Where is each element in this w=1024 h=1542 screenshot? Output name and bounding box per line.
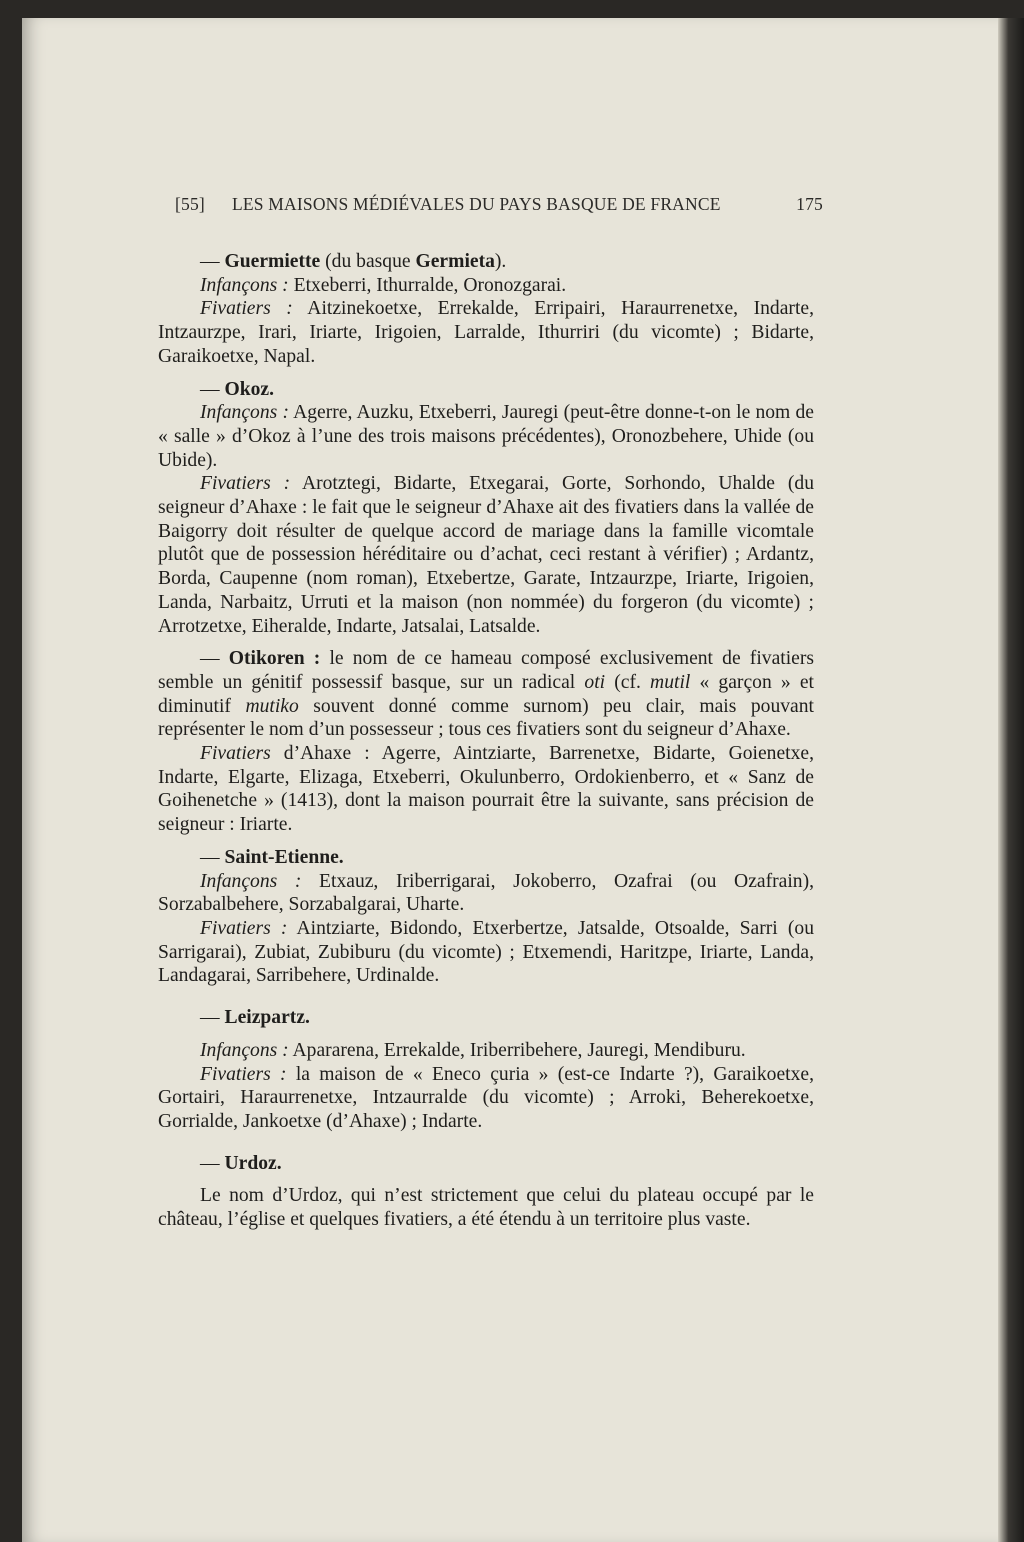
page-body-text — [158, 250, 814, 1232]
text-run: — — [200, 1152, 225, 1174]
paragraph — [158, 472, 814, 638]
running-header — [175, 194, 823, 215]
place-name: Saint-Etienne. — [224, 846, 344, 868]
text-run: le nom de ce hameau composé exclusivement de fivatiers semble un génitif possessif basque, sur un radical — [158, 648, 815, 693]
text-run: « garçon » et diminutif — [158, 671, 814, 717]
paragraph — [158, 401, 814, 472]
italic-term: Infançons : — [200, 870, 302, 892]
running-title: LES MAISONS MÉDIÉVALES DU PAYS BASQUE DE FRANCE — [232, 194, 721, 214]
place-name: Urdoz. — [224, 1152, 282, 1174]
place-name: Germieta — [415, 251, 495, 272]
paragraph — [158, 274, 814, 298]
paragraph — [158, 297, 814, 368]
italic-term: Fivatiers : — [200, 473, 291, 495]
italic-term: mutil — [650, 671, 691, 693]
italic-term: Fivatiers : — [200, 1063, 287, 1085]
italic-term: Fivatiers : — [200, 298, 293, 320]
paragraph — [158, 870, 814, 917]
place-name: Guermiette — [224, 251, 321, 272]
paragraph — [158, 1063, 814, 1134]
text-run: Aitzinekoetxe, Errekalde, Erripairi, Haraurrenetxe, Indarte, Intzaurzpe, Irari, Iriarte, Irigoien, Larralde, Ithurriri (du vicomte) ; Bidarte, Garaikoetxe, Napal. — [158, 298, 814, 367]
text-run: ). — [494, 251, 507, 272]
text-run: Arotztegi, Bidarte, Etxegarai, Gorte, Sorhondo, Uhalde (du seigneur d’Ahaxe : le fait que le seigneur d’Ahaxe ait des fivatiers dans la vallée de Baigorry doit résulter de quelque accord de mariage dans la famille vicomtale plutôt que de possession héréditaire ou d’achat, ceci restant à vérifier) ; Ardantz, Borda, Caupenne (nom roman), Etxebertze, Garate, Intzaurzpe, Iriarte, Irigoien, Landa, Narbaitz, Urruti et la maison (non nommée) du forgeron (du vicomte) ; Arrotzetxe, Eiheralde, Indarte, Jatsalai, Latsalde. — [158, 473, 814, 637]
paragraph — [158, 917, 814, 988]
text-run: souvent donné comme surnom) peu clair, mais pouvant représenter le nom d’un possesseur ; tous ces fivatiers sont du seigneur d’Ahaxe. — [158, 695, 814, 741]
text-run: Aintziarte, Bidondo, Etxerbertze, Jatsalde, Otsoalde, Sarri (ou Sarrigarai), Zubiat, Zubiburu (du vicomte) ; Etxemendi, Haritzpe, Iriarte, Landa, Landagarai, Sarribehere, Urdinalde. — [158, 917, 814, 987]
italic-term: Infançons : — [200, 1039, 289, 1061]
place-name: Okoz. — [224, 378, 275, 400]
page-number: 175 — [796, 194, 823, 214]
text-run: — — [200, 648, 229, 670]
text-run: — — [200, 378, 225, 400]
place-name: Otikoren : — [228, 648, 321, 670]
text-run: — — [200, 846, 225, 868]
text-run: — — [200, 1007, 225, 1029]
text-run: Le nom d’Urdoz, qui n’est strictement que celui du plateau occupé par le château, l’église et quelques fivatiers, a été étendu à un territoire plus vaste. — [158, 1185, 814, 1231]
text-run: (cf. — [605, 671, 651, 693]
italic-term: Infançons : — [200, 274, 289, 296]
italic-term: oti — [584, 671, 606, 693]
page-edge — [998, 18, 1024, 1542]
paragraph — [158, 1039, 814, 1063]
section-heading-paragraph — [158, 1006, 814, 1030]
text-run: la maison de « Eneco çuria » (est-ce Indarte ?), Garaikoetxe, Gortairi, Haraurrenetxe, Intzaurralde (du vicomte) ; Arroki, Beherekoetxe, Gorrialde, Jankoetxe (d’Ahaxe) ; Indarte. — [158, 1063, 814, 1132]
italic-term: mutiko — [245, 695, 299, 717]
text-run: Etxauz, Iriberrigarai, Jokoberro, Ozafrai (ou Ozafrain), Sorzabalbehere, Sorzabalgarai, Uharte. — [158, 870, 814, 916]
section-heading-paragraph — [158, 378, 814, 402]
italic-term: Infançons : — [200, 402, 289, 424]
section-heading-paragraph — [158, 846, 814, 870]
text-run: Etxeberri, Ithurralde, Oronozgarai. — [288, 274, 567, 296]
text-run: Apararena, Errekalde, Iriberribehere, Jauregi, Mendiburu. — [288, 1039, 746, 1061]
section-heading-paragraph — [158, 250, 814, 274]
section-heading-paragraph — [158, 647, 814, 742]
section-heading-paragraph — [158, 1152, 814, 1176]
section-number: [55] — [175, 194, 205, 214]
italic-term: Fivatiers — [200, 743, 271, 765]
text-run: d’Ahaxe : Agerre, Aintziarte, Barrenetxe, Bidarte, Goienetxe, Indarte, Elgarte, Elizaga, Etxeberri, Okulunberro, Ordokienberro, et « Sanz de Goihenetche » (1413), dont la maison pourrait être la suivante, sans précision de seigneur : Iriarte. — [158, 743, 814, 836]
italic-term: Fivatiers : — [200, 917, 288, 939]
paragraph — [158, 742, 814, 837]
text-run: — — [200, 251, 225, 272]
text-run: (du basque — [320, 251, 416, 272]
paragraph — [158, 1184, 814, 1231]
place-name: Leizpartz. — [224, 1007, 310, 1029]
text-run: Agerre, Auzku, Etxeberri, Jauregi (peut-être donne-t-on le nom de « salle » d’Okoz à l’une des trois maisons précédentes), Oronozbehere, Uhide (ou Ubide). — [158, 402, 814, 471]
